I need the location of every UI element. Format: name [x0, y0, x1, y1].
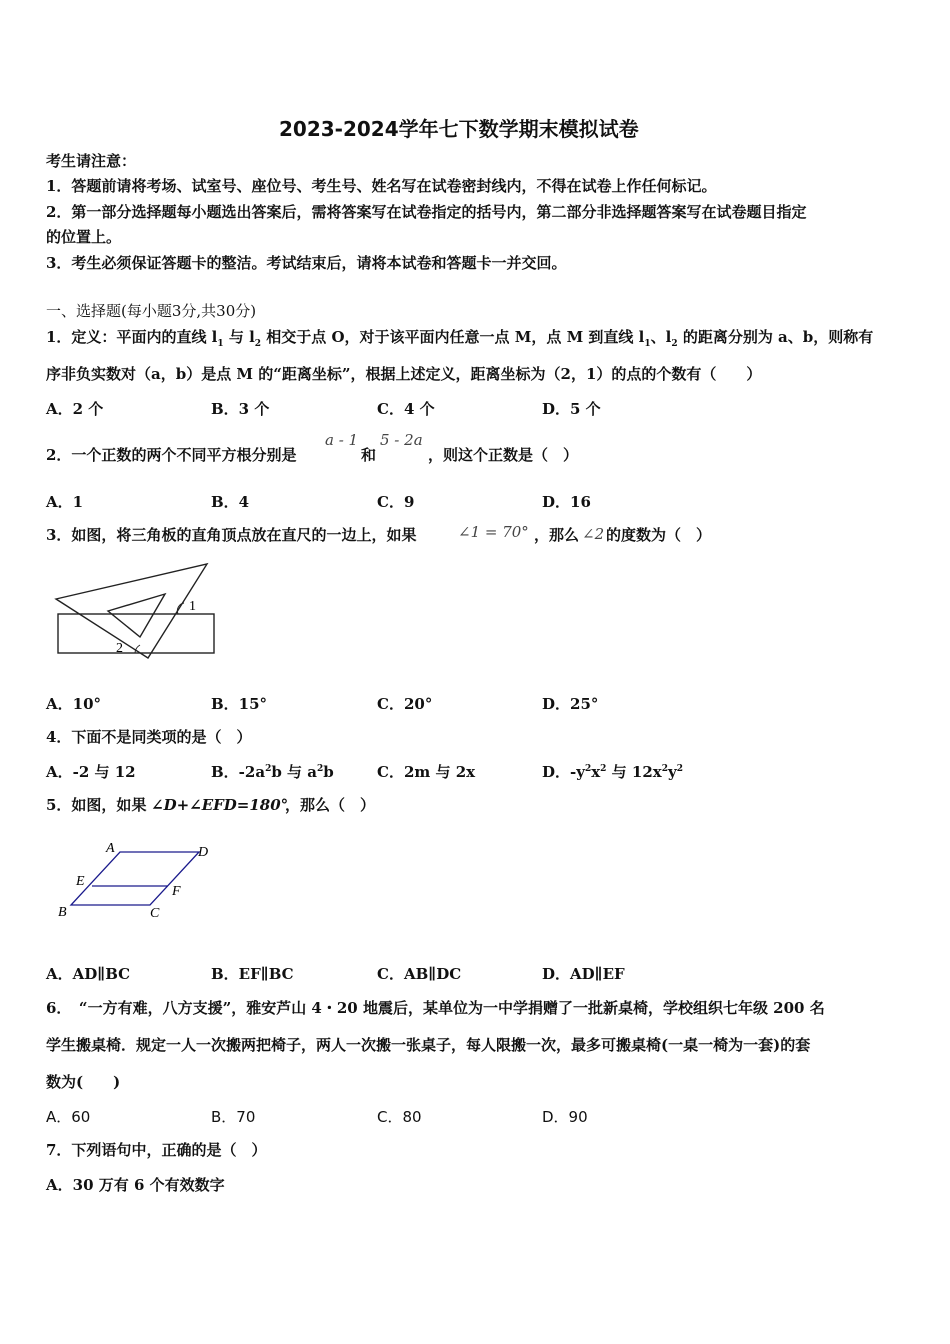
q6-line2: 学生搬桌椅．规定一人一次搬两把椅子，两人一次搬一张桌子，每人限搬一次，最多可搬桌椅(一桌一椅为一套)的套: [46, 1036, 811, 1054]
q7-text: 7．下列语句中，正确的是（ ）: [46, 1141, 267, 1159]
q2-expr1: a - 1: [325, 431, 359, 449]
q3-option-d[interactable]: D．25°: [542, 695, 599, 713]
q6-option-b[interactable]: B．70: [211, 1108, 256, 1126]
q3-option-c[interactable]: C．20°: [377, 695, 433, 713]
triangle-outer: [56, 564, 207, 658]
q5-option-c[interactable]: C．AB∥DC: [377, 965, 462, 983]
q2-option-a[interactable]: A．1: [46, 493, 84, 511]
q4-option-c[interactable]: C．2m 与 2x: [377, 763, 476, 781]
q5-option-a[interactable]: A．AD∥BC: [46, 965, 131, 983]
triangle-inner: [108, 594, 165, 637]
angle1-label: 1: [189, 599, 196, 614]
q6-line1: 6． “一方有难，八方支援”，雅安芦山 4・20 地震后，某单位为一中学捐赠了一批新桌椅，学校组织七年级 200 名: [46, 999, 825, 1017]
q6-line3: 数为( ): [46, 1073, 121, 1091]
q5-option-b[interactable]: B．EF∥BC: [211, 965, 294, 983]
q4-option-b[interactable]: B．$-2a^2b$ 与 $a^2b$: [211, 763, 334, 781]
q2-text-b: 和: [361, 446, 377, 464]
q5-text-a: 5．如图，如果: [46, 796, 147, 814]
q2-option-c[interactable]: C．9: [377, 493, 415, 511]
label-a: A: [106, 841, 115, 856]
q6-option-c[interactable]: C．80: [377, 1108, 422, 1126]
q2-option-d[interactable]: D．16: [542, 493, 591, 511]
q1-line2: 序非负实数对（a，b）是点 M 的“距离坐标”，根据上述定义，距离坐标为（2，1）的点的个数有（ ）: [46, 365, 762, 383]
notice-item-1: 1．答题前请将考场、试室号、座位号、考生号、姓名写在试卷密封线内，不得在试卷上作任何标记。: [46, 177, 717, 195]
q5-expr: ∠D+∠EFD=180°: [151, 796, 289, 814]
label-c: C: [150, 906, 160, 921]
q5-text-b: ，那么（ ）: [285, 796, 376, 814]
q6-option-d[interactable]: D．90: [542, 1108, 588, 1126]
q1-option-a[interactable]: A．2 个: [46, 400, 104, 418]
q4-text: 4．下面不是同类项的是（ ）: [46, 728, 252, 746]
q3-text-b: ，那么: [534, 526, 580, 544]
q3-text-a: 3．如图，将三角板的直角顶点放在直尺的一边上，如果: [46, 526, 417, 544]
notice-heading: 考生请注意：: [46, 152, 137, 170]
q2-option-b[interactable]: B．4: [211, 493, 250, 511]
angle2-label: 2: [116, 641, 123, 656]
label-b: B: [58, 905, 67, 920]
q4-option-d[interactable]: D．$-y^2x^2$ 与 $12x^2y^2$: [542, 763, 683, 781]
label-f: F: [172, 884, 181, 899]
q3-figure: [50, 555, 225, 660]
q3-expr1: ∠1 = 70°: [458, 523, 529, 541]
q1-option-b[interactable]: B．3 个: [211, 400, 270, 418]
section-heading: 一、选择题(每小题3分,共30分): [46, 302, 257, 320]
q3-option-b[interactable]: B．15°: [211, 695, 268, 713]
notice-item-2: 2．第一部分选择题每小题选出答案后，需将答案写在试卷指定的括号内，第二部分非选择题答案写在试卷题目指定: [46, 203, 807, 221]
notice-item-3: 3．考生必须保证答题卡的整洁。考试结束后，请将本试卷和答题卡一并交回。: [46, 254, 567, 272]
q6-option-a[interactable]: A．60: [46, 1108, 91, 1126]
q1-option-d[interactable]: D．5 个: [542, 400, 601, 418]
q5-figure: [52, 838, 222, 926]
q2-text-c: ，则这个正数是（ ）: [428, 446, 579, 464]
q3-option-a[interactable]: A．10°: [46, 695, 102, 713]
q1-option-c[interactable]: C．4 个: [377, 400, 435, 418]
q2-expr2: 5 - 2a: [380, 431, 423, 449]
q3-expr2: ∠2: [582, 525, 605, 543]
q4-option-a[interactable]: A．-2 与 12: [46, 763, 136, 781]
q1-line1: 1．定义：平面内的直线 $l_1$ 与 $l_2$ 相交于点 O，对于该平面内任意一点 M，点 M 到直线 $l_1$、$l_2$ 的距离分别为 a、b，则称有: [46, 328, 874, 349]
q5-option-d[interactable]: D．AD∥EF: [542, 965, 625, 983]
label-d: D: [198, 845, 209, 860]
notice-item-2-cont: 的位置上。: [46, 228, 122, 246]
q7-option-a[interactable]: A．30 万有 6 个有效数字: [46, 1176, 225, 1194]
q3-text-c: 的度数为（ ）: [606, 526, 712, 544]
label-e: E: [76, 874, 85, 889]
q2-text-a: 2．一个正数的两个不同平方根分别是: [46, 446, 297, 464]
page-title: 2023-2024学年七下数学期末模拟试卷: [279, 117, 639, 141]
